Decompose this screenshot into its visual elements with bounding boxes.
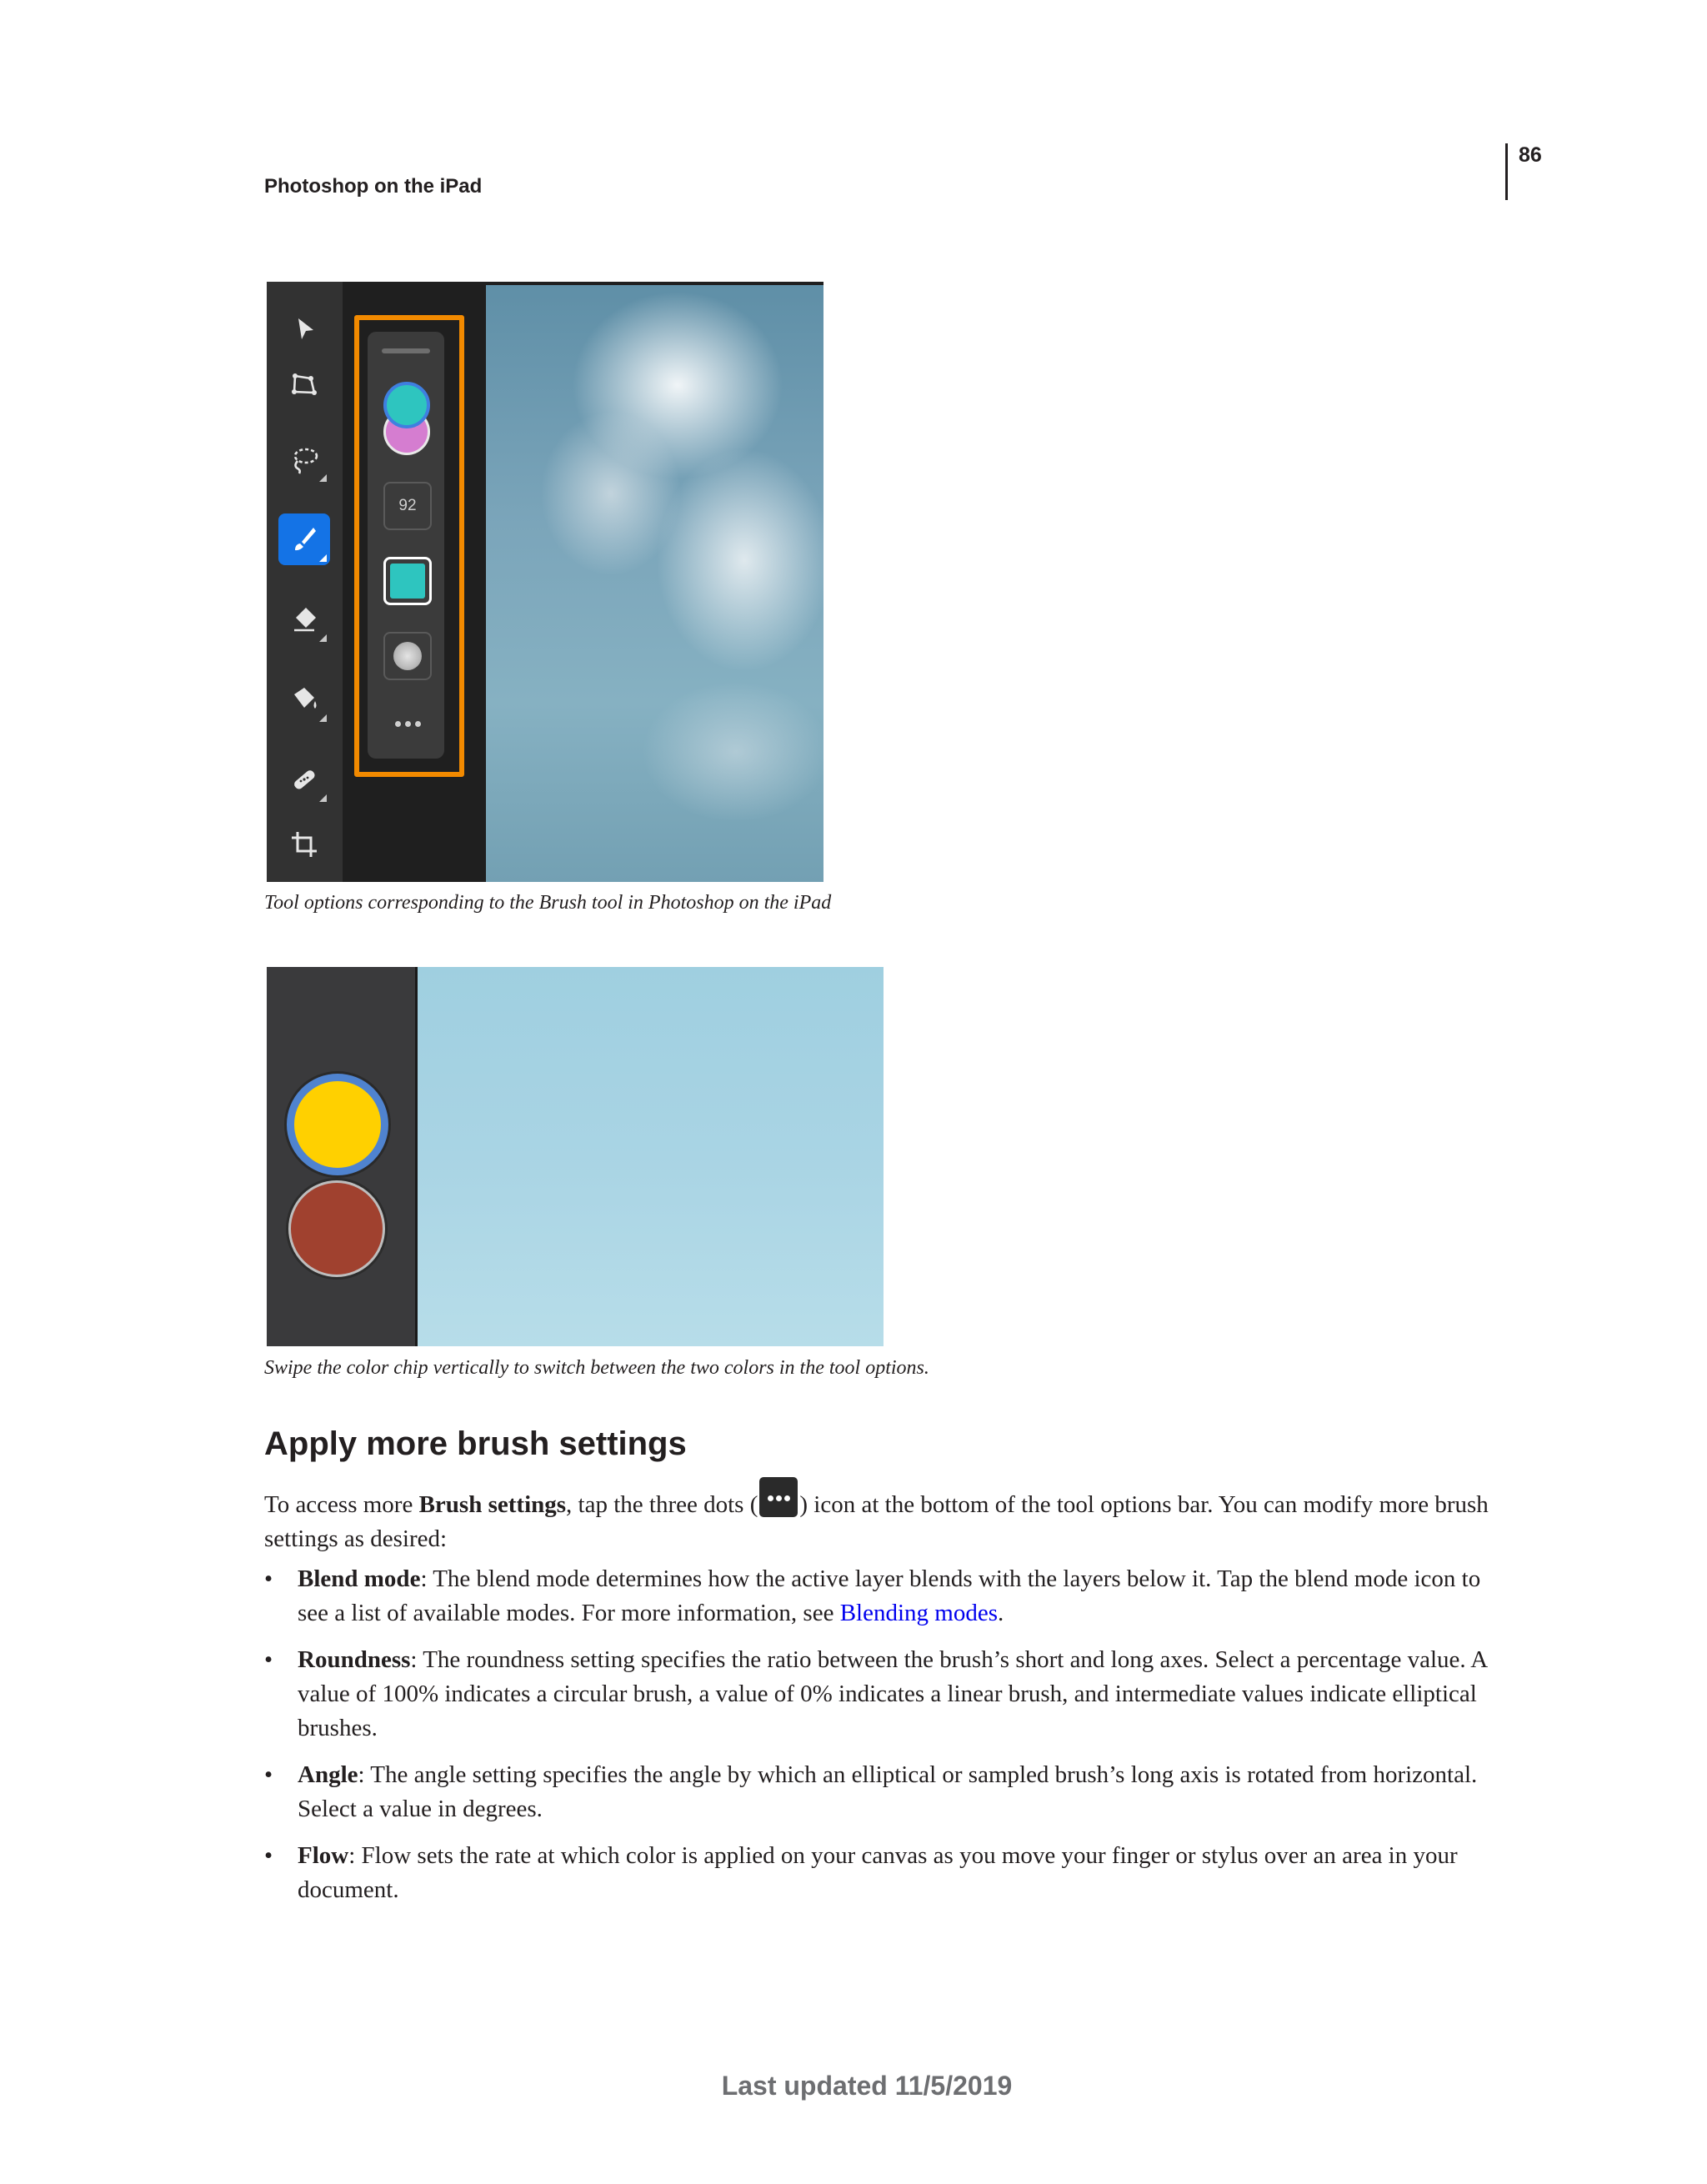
brush-size-button[interactable]: 92	[383, 482, 432, 530]
figure2-caption: Swipe the color chip vertically to switch between the two colors in the tool options.	[264, 1357, 929, 1379]
brush-settings-term: Brush settings	[418, 1491, 567, 1518]
running-header: Photoshop on the iPad	[264, 175, 483, 198]
list-item-blend-mode: • Blend mode: The blend mode determines how the active layer blends with the layers below it. Tap the blend mode icon to see a list of available modes. For more information, see Blending modes.	[264, 1565, 1481, 1626]
secondary-color-chip[interactable]	[288, 1180, 385, 1277]
footer-last-updated: Last updated 11/5/2019	[721, 2071, 1013, 2101]
canvas-blue-sky-image	[418, 967, 884, 1346]
page-number: 86	[1519, 143, 1542, 167]
header-rule	[1505, 143, 1508, 200]
primary-color-chip[interactable]	[287, 1074, 388, 1175]
fill-tool-icon[interactable]	[278, 674, 330, 725]
list-item-angle: • Angle: The angle setting specifies the angle by which an elliptical or sampled brush’s long axis is rotated from horizontal. Select a value in degrees.	[264, 1761, 1478, 1822]
toolbar	[267, 282, 343, 882]
tool-options-highlight	[354, 315, 464, 777]
blending-modes-link[interactable]: Blending modes	[839, 1600, 998, 1626]
intro-paragraph: To access more Brush settings, tap the three dots ( ) icon at the bottom of the tool options bar. You can modify more brush settings as desired:	[264, 1477, 1498, 1556]
lasso-tool-icon[interactable]	[278, 433, 330, 485]
move-tool-icon[interactable]	[278, 303, 330, 355]
healing-tool-icon[interactable]	[278, 754, 330, 805]
canvas-cloudy-sky-image	[486, 285, 823, 882]
figure-brush-tool-options	[267, 282, 823, 882]
section-heading: Apply more brush settings	[264, 1425, 687, 1462]
list-item-roundness: • Roundness: The roundness setting specifies the ratio between the brush’s short and long axes. Select a percentage value. A value of 100% indicates a circular brush, a value of 0% indicates a linear brush, and intermediate values indicate elliptical brushes.	[264, 1646, 1487, 1741]
eraser-tool-icon[interactable]	[278, 594, 330, 645]
list-item-flow: • Flow: Flow sets the rate at which color is applied on your canvas as you move your finger or stylus over an area in your document.	[264, 1842, 1458, 1903]
brush-settings-list	[264, 1562, 1498, 1920]
figure-color-chip-swipe	[267, 967, 884, 1346]
brush-tool-icon[interactable]	[278, 513, 330, 565]
three-dots-icon	[759, 1477, 798, 1517]
figure1-caption: Tool options corresponding to the Brush tool in Photoshop on the iPad	[264, 892, 832, 914]
crop-tool-icon[interactable]	[278, 819, 330, 870]
transform-tool-icon[interactable]	[278, 358, 330, 410]
